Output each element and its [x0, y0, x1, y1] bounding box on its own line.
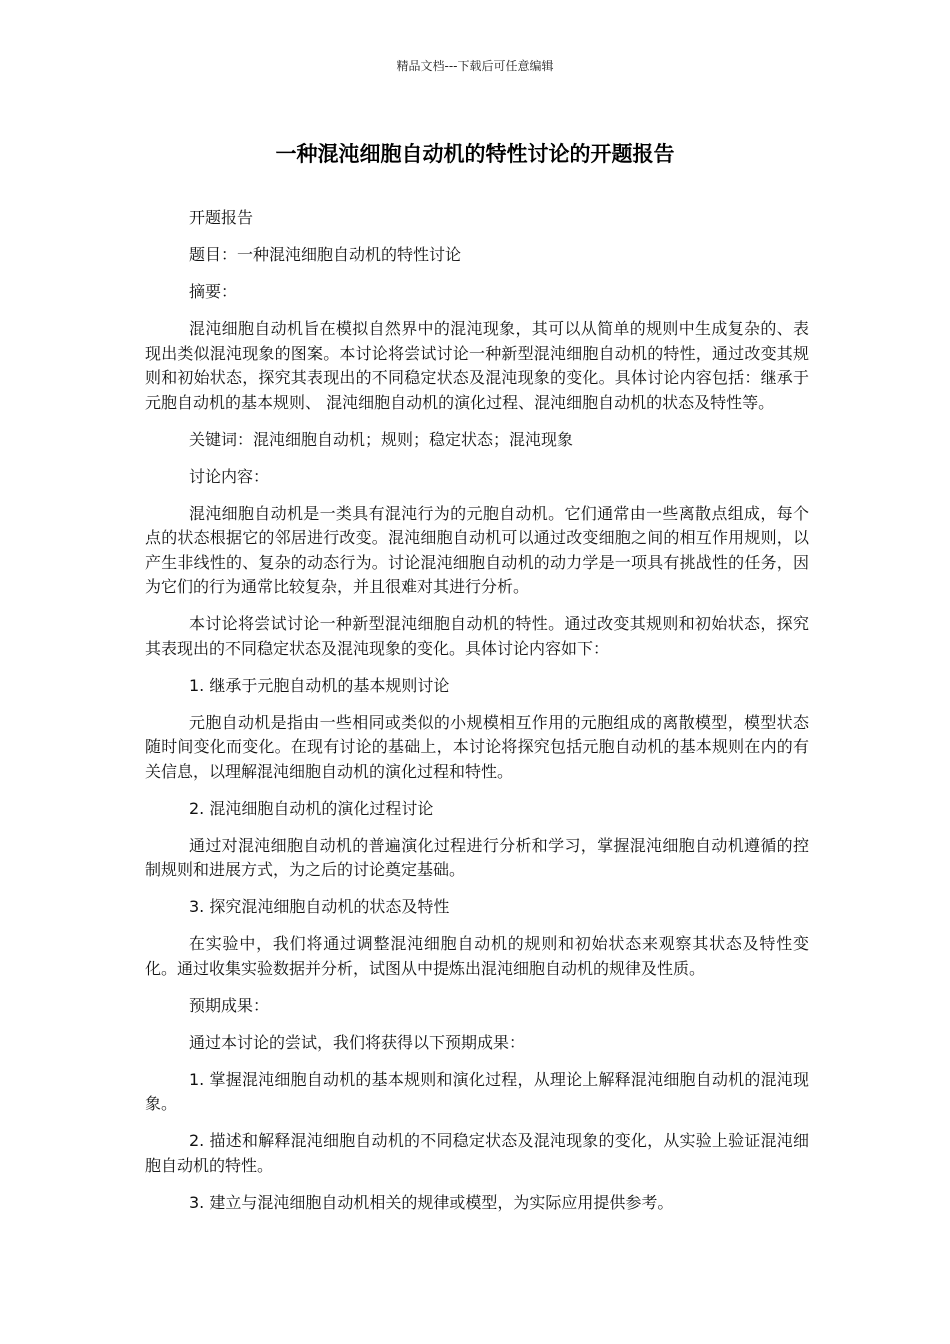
document-title: 一种混沌细胞自动机的特性讨论的开题报告 — [275, 142, 675, 166]
page-header: 精品文档---下载后可任意编辑 — [396, 59, 554, 73]
section-heading: 1. 继承于元胞自动机的基本规则讨论 — [189, 675, 450, 695]
document-body — [145, 206, 809, 1228]
section-paragraph: 通过对混沌细胞自动机的普遍演化过程进行分析和学习，掌握混沌细胞自动机遵循的控制规则和进展方式，为之后的讨论奠定基础。 — [145, 835, 809, 879]
result-item: 3. 建立与混沌细胞自动机相关的规律或模型，为实际应用提供参考。 — [189, 1192, 674, 1212]
section-heading: 3. 探究混沌细胞自动机的状态及特性 — [189, 897, 450, 916]
content-paragraph: 本讨论将尝试讨论一种新型混沌细胞自动机的特性。通过改变其规则和初始状态，探究其表现出的不同稳定状态及混沌现象的变化。具体讨论内容如下： — [145, 614, 809, 658]
section-paragraph: 元胞自动机是指由一些相同或类似的小规模相互作用的元胞组成的离散模型，模型状态随时间变化而变化。在现有讨论的基础上，本讨论将探究包括元胞自动机的基本规则在内的有关信息，以理解混沌细胞自动机的演化过程和特性。 — [145, 712, 809, 781]
content-heading: 讨论内容： — [189, 466, 270, 486]
result-item: 2. 描述和解释混沌细胞自动机的不同稳定状态及混沌现象的变化，从实验上验证混沌细胞自动机的特性。 — [145, 1131, 809, 1175]
abstract-heading: 摘要： — [189, 282, 238, 301]
section-heading: 2. 混沌细胞自动机的演化过程讨论 — [189, 798, 434, 818]
keywords-line: 关键词：混沌细胞自动机；规则；稳定状态；混沌现象 — [189, 429, 574, 449]
section-paragraph: 在实验中，我们将通过调整混沌细胞自动机的规则和初始状态来观察其状态及特性变化。通过收集实验数据并分析，试图从中提炼出混沌细胞自动机的规律及性质。 — [145, 934, 809, 978]
abstract-paragraph: 混沌细胞自动机旨在模拟自然界中的混沌现象，其可以从简单的规则中生成复杂的、表现出类似混沌现象的图案。本讨论将尝试讨论一种新型混沌细胞自动机的特性，通过改变其规则和初始状态，探究其表现出的不同稳定状态及混沌现象的变化。具体讨论内容包括：继承于元胞自动机的基本规则、 混沌细胞自动机的演化过程、混沌细胞自动机的状态及特性等。 — [145, 319, 809, 412]
results-heading: 预期成果： — [189, 995, 270, 1015]
heading-report: 开题报告 — [189, 208, 254, 227]
result-item: 1. 掌握混沌细胞自动机的基本规则和演化过程，从理论上解释混沌细胞自动机的混沌现象。 — [145, 1069, 809, 1113]
content-paragraph: 混沌细胞自动机是一类具有混沌行为的元胞自动机。它们通常由一些离散点组成，每个点的状态根据它的邻居进行改变。混沌细胞自动机可以通过改变细胞之间的相互作用规则，以产生非线性的、复杂的动态行为。讨论混沌细胞自动机的动力学是一项具有挑战性的任务，因为它们的行为通常比较复杂，并且很难对其进行分析。 — [145, 503, 809, 596]
topic-line: 题目：一种混沌细胞自动机的特性讨论 — [189, 245, 462, 264]
results-intro: 通过本讨论的尝试，我们将获得以下预期成果： — [189, 1032, 526, 1052]
